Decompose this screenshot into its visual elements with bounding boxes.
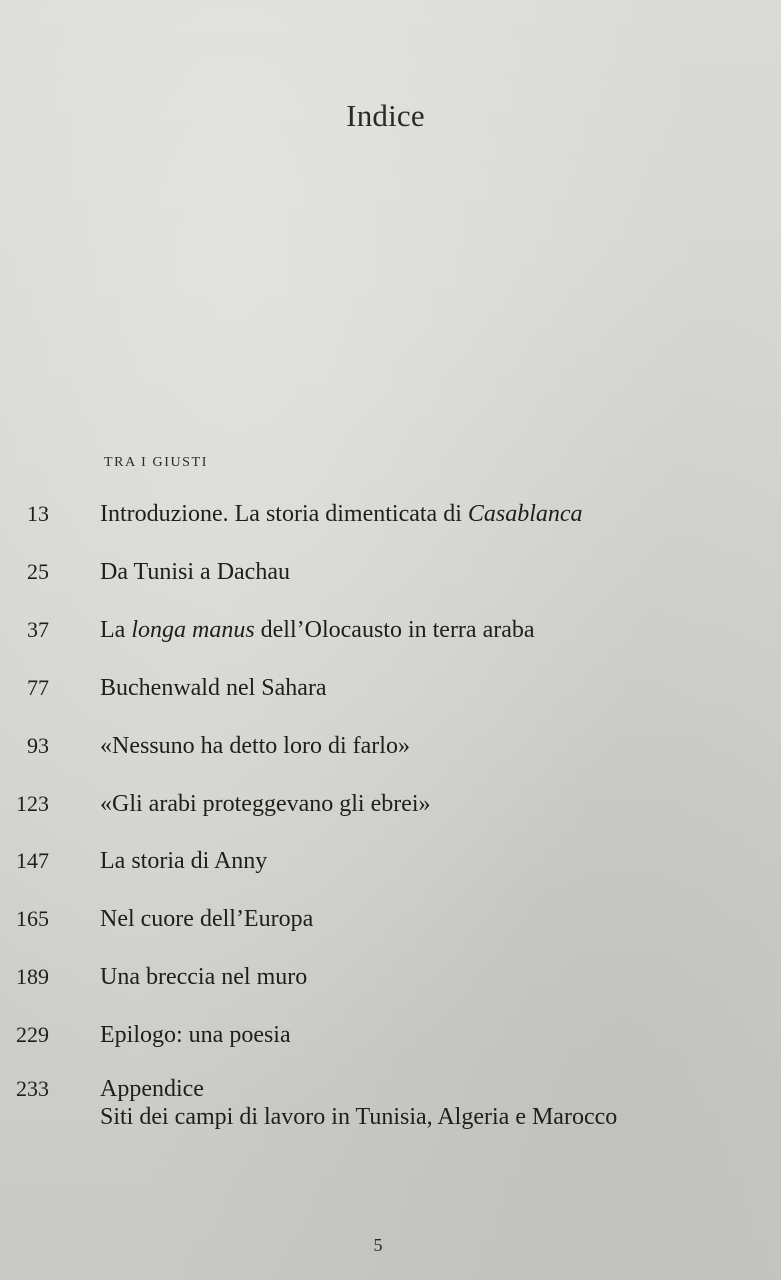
toc-title <box>100 790 431 818</box>
toc-title <box>100 905 313 933</box>
toc-page-number: 123 <box>16 791 49 816</box>
section-label: TRA I GIUSTI <box>104 455 208 470</box>
toc-title-part: La storia di Anny <box>100 848 268 874</box>
toc-title-part: Da Tunisi a Dachau <box>100 559 290 585</box>
toc-title <box>100 847 267 875</box>
toc-title <box>100 963 307 991</box>
toc-title-part: Introduzione. La storia dimenticata di <box>100 501 468 527</box>
toc-title <box>100 674 327 702</box>
toc-title-part: «Gli arabi proteggevano gli ebrei» <box>100 791 431 817</box>
page-number: 5 <box>373 1235 383 1255</box>
toc-title <box>100 1075 617 1131</box>
toc-title-italic: Casablanca <box>467 501 583 527</box>
toc-title <box>100 500 583 528</box>
toc-title <box>100 558 290 586</box>
toc-subtitle: Siti dei campi di lavoro in Tunisia, Algeria e Marocco <box>100 1104 618 1130</box>
toc-title-part: Epilogo: una poesia <box>100 1022 291 1048</box>
toc-title-part: «Nessuno ha detto loro di farlo» <box>100 733 410 759</box>
toc-title <box>100 732 410 760</box>
toc-page-number: 165 <box>16 906 49 931</box>
toc-title-part: Nel cuore dell’Europa <box>100 906 314 932</box>
page-title: Indice <box>346 98 425 133</box>
toc-title-part: dell’Olocausto in terra araba <box>254 617 535 643</box>
toc-title <box>100 616 535 644</box>
toc-page-number: 25 <box>27 559 49 584</box>
toc-page-number: 233 <box>16 1076 49 1101</box>
toc-title-part: La <box>100 617 132 643</box>
toc-title-italic: longa manus <box>131 617 255 643</box>
toc-page-number: 13 <box>27 501 49 526</box>
toc-page-number: 229 <box>16 1022 49 1047</box>
toc-page-number: 147 <box>16 848 49 873</box>
toc-page-number: 77 <box>27 675 49 700</box>
toc-page-number: 37 <box>27 617 49 642</box>
toc-title-part: Una breccia nel muro <box>100 964 308 990</box>
toc-page-number: 189 <box>16 964 49 989</box>
toc-page-number: 93 <box>27 733 49 758</box>
toc-title-part: Buchenwald nel Sahara <box>100 675 327 701</box>
toc-title-part: Appendice <box>100 1076 204 1102</box>
toc-title <box>100 1021 291 1049</box>
